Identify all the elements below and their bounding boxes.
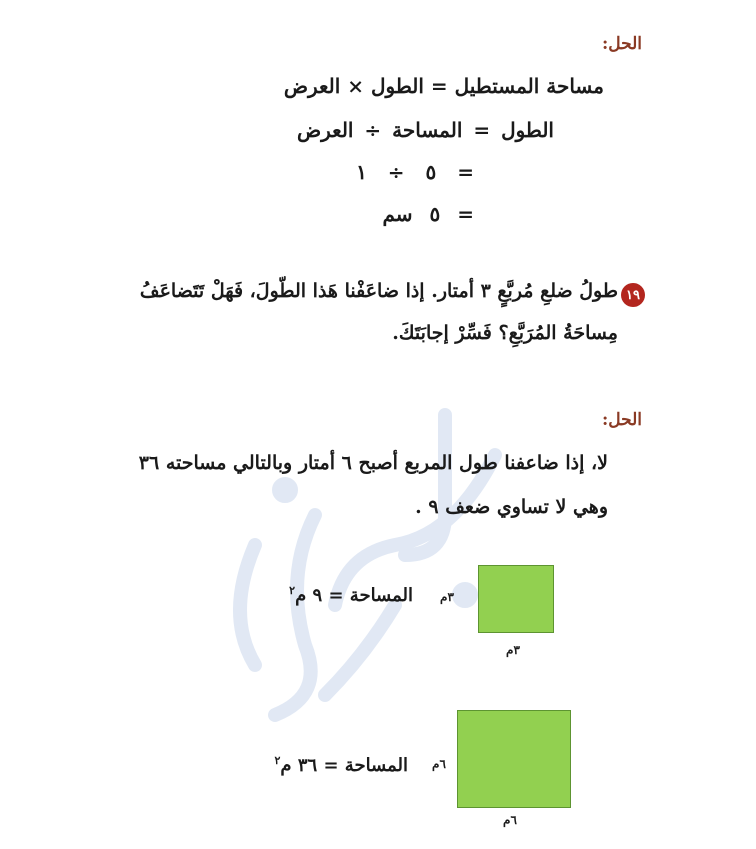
square-3m-side-label: ٣م [440, 590, 454, 604]
equation-line-4: = ٥ سم [382, 202, 474, 226]
question-text-line-2: مِساحَةُ المُرَبَّعِ؟ فَسِّرْ إجابَتَكَ. [392, 322, 618, 344]
equation-line-1: مساحة المستطيل = الطول × العرض [283, 74, 604, 98]
answer-line-1: لا، إذا ضاعفنا طول المربع أصبح ٦ أمتار وبالتالي مساحته ٣٦ [138, 452, 608, 474]
square-6m-side-label: ٦م [432, 757, 446, 771]
square-3m-bottom-label: ٣م [506, 643, 520, 657]
square-6m-bottom-label: ٦م [503, 813, 517, 827]
equation-line-3: = ٥ ÷ ١ [356, 160, 474, 184]
answer-line-2: وهي لا تساوي ضعف ٩ . [415, 496, 608, 518]
square-3m-area [289, 584, 413, 606]
square-6m-area-text: المساحة = ٣٦ م [280, 755, 408, 776]
square-3m-area-text: المساحة = ٩ م [295, 585, 413, 606]
question-number-badge: ١٩ [621, 283, 645, 307]
square-3m-area-exponent: ٢ [289, 584, 296, 597]
answer-label: الحل: [601, 410, 642, 430]
solution-label: الحل: [601, 34, 642, 54]
square-6m-area-exponent: ٢ [274, 754, 281, 767]
square-3m [478, 565, 554, 633]
question-text-line-1: طولُ ضلعِ مُربَّعٍ ٣ أمتار. إذا ضاعَفْنا هَذا الطّولَ، فَهَلْ تَتَضاعَفُ [139, 280, 618, 302]
square-6m-area [274, 754, 408, 776]
watermark-graphic [195, 395, 525, 735]
equation-line-2: الطول = المساحة ÷ العرض [296, 118, 554, 142]
square-6m [457, 710, 571, 808]
